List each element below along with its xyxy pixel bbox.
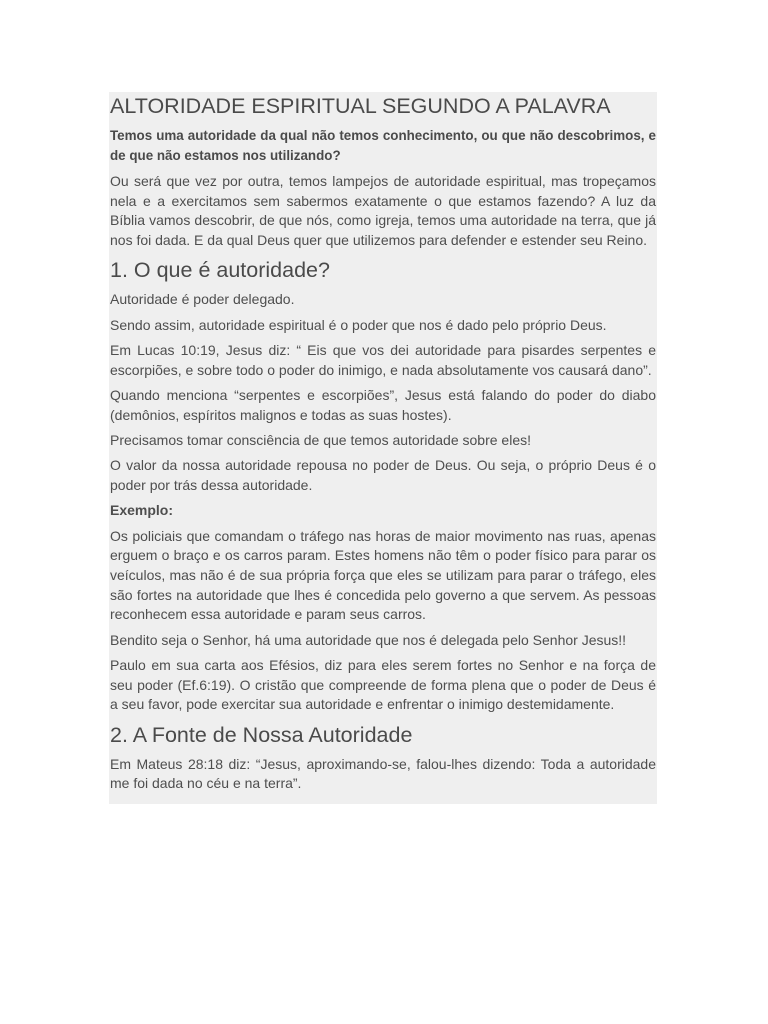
section-1-paragraph: Os policiais que comandam o tráfego nas horas de maior movimento nas ruas, apenas erguem o braço e os carros param. Estes homens não têm o poder físico para parar os veículos, mas não é de sua própria força que eles se utilizam para parar o tráfego, eles são fortes na autoridade que lhes é concedida pelo governo a que servem. As pessoas reconhecem essa autoridade e param seus carros. [110,527,656,623]
section-2-paragraph: Em Mateus 28:18 diz: “Jesus, aproximando-se, falou-lhes dizendo: Toda a autoridade me foi dada no céu e na terra”. [110,755,656,792]
document-page [109,92,657,804]
section-1-paragraph: Sendo assim, autoridade espiritual é o poder que nos é dado pelo próprio Deus. [110,316,607,333]
lead-paragraph: Temos uma autoridade da qual não temos conhecimento, ou que não descobrimos, e de que não estamos nos utilizando? [110,128,656,163]
section-1-paragraph: Em Lucas 10:19, Jesus diz: “ Eis que vos dei autoridade para pisardes serpentes e escorpiões, e sobre todo o poder do inimigo, e nada absolutamente vos causará dano”. [110,342,656,378]
document-title: ALTORIDADE ESPIRITUAL SEGUNDO A PALAVRA [110,94,611,118]
section-1-paragraph: Bendito seja o Senhor, há uma autoridade que nos é delegada pelo Senhor Jesus!! [110,631,627,648]
intro-paragraph: Ou será que vez por outra, temos lampejos de autoridade espiritual, mas tropeçamos nela e a exercitamos sem sabermos exatamente o que estamos fazendo? A luz da Bíblia vamos descobrir, de que nós, como igreja, temos uma autoridade na terra, que já nos foi dada. E da qual Deus quer que utilizemos para defender e estender seu Reino. [110,173,656,249]
section-1-heading: 1. O que é autoridade? [110,258,330,283]
section-1-paragraph: O valor da nossa autoridade repousa no poder de Deus. Ou seja, o próprio Deus é o poder por trás dessa autoridade. [110,457,656,493]
section-2-heading: 2. A Fonte de Nossa Autoridade [110,722,413,747]
example-label: Exemplo: [110,502,174,519]
section-1-paragraph: Precisamos tomar consciência de que temos autoridade sobre eles! [110,432,531,448]
section-1-paragraph: Quando menciona “serpentes e escorpiões”, Jesus está falando do poder do diabo (demônios, espíritos malignos e todas as suas hostes). [110,387,656,423]
section-1-paragraph: Autoridade é poder delegado. [110,291,295,308]
section-1-paragraph: Paulo em sua carta aos Efésios, diz para eles serem fortes no Senhor e na força de seu poder (Ef.6:19). O cristão que compreende de forma plena que o poder de Deus é a seu favor, pode exercitar sua autoridade e enfrentar o inimigo destemidamente. [110,657,656,713]
